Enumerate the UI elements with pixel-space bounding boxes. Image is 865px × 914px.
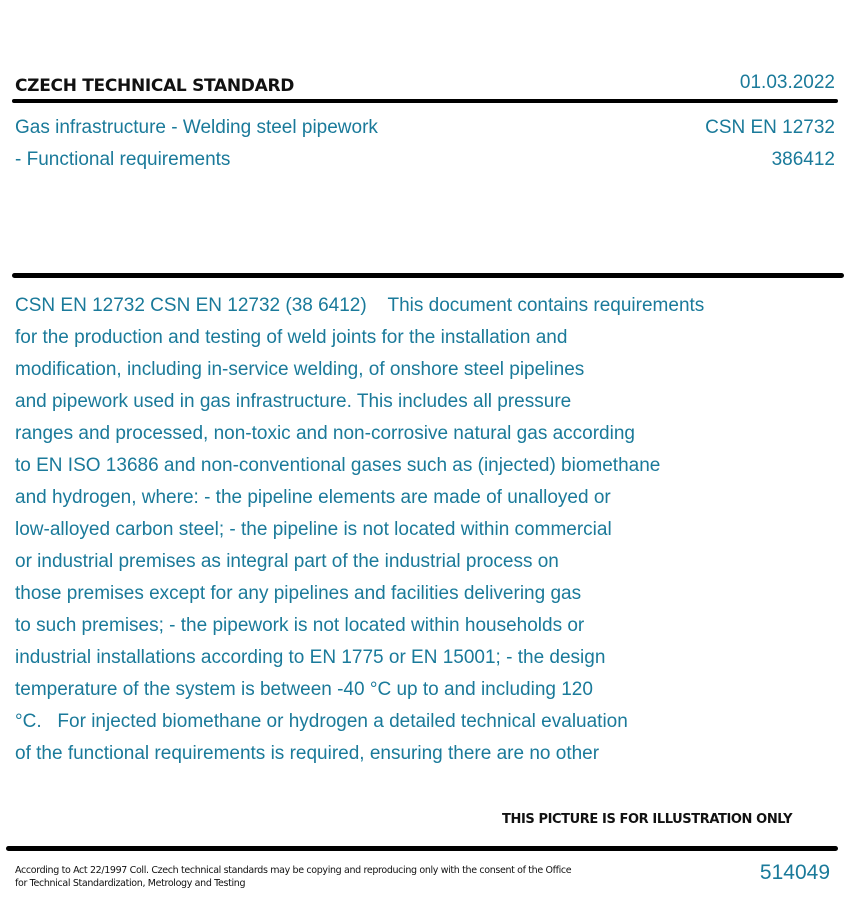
standard-code: CSN EN 12732 <box>705 117 835 138</box>
publication-date: 01.03.2022 <box>739 72 835 93</box>
classification-number: 386412 <box>771 149 835 170</box>
abstract-line: industrial installations according to EN 1775 or EN 15001; - the design <box>15 647 606 668</box>
abstract-line: and pipework used in gas infrastructure. This includes all pressure <box>15 391 572 412</box>
document-title-line-2: - Functional requirements <box>15 149 231 170</box>
header-divider <box>12 99 838 103</box>
abstract-line: for the production and testing of weld joints for the installation and <box>15 327 568 348</box>
document-category: CZECH TECHNICAL STANDARD <box>15 76 295 96</box>
abstract-line: ranges and processed, non-toxic and non-corrosive natural gas according <box>15 423 635 444</box>
abstract-line: to such premises; - the pipework is not located within households or <box>15 615 585 636</box>
abstract-line: those premises except for any pipelines and facilities delivering gas <box>15 583 582 604</box>
abstract-line: low-alloyed carbon steel; - the pipeline is not located within commercial <box>15 519 612 540</box>
legal-notice-line-2: for Technical Standardization, Metrology and Testing <box>15 878 246 889</box>
document-abstract <box>15 290 835 770</box>
title-divider <box>12 273 844 278</box>
abstract-line: temperature of the system is between -40 °C up to and including 120 <box>15 679 593 700</box>
legal-notice <box>15 864 571 890</box>
abstract-line: of the functional requirements is required, ensuring there are no other <box>15 743 600 764</box>
legal-notice-line-1: According to Act 22/1997 Coll. Czech technical standards may be copying and reproducing only with the consent of the Office <box>15 865 572 876</box>
document-number: 514049 <box>759 861 830 884</box>
abstract-line: CSN EN 12732 CSN EN 12732 (38 6412) This document contains requirements <box>15 295 705 316</box>
abstract-line: or industrial premises as integral part of the industrial process on <box>15 551 559 572</box>
illustration-notice: THIS PICTURE IS FOR ILLUSTRATION ONLY <box>502 812 793 827</box>
document-title-line-1: Gas infrastructure - Welding steel pipework <box>15 117 378 138</box>
abstract-line: to EN ISO 13686 and non-conventional gases such as (injected) biomethane <box>15 455 661 476</box>
footer-divider <box>6 846 838 851</box>
abstract-line: modification, including in-service welding, of onshore steel pipelines <box>15 359 585 380</box>
abstract-line: and hydrogen, where: - the pipeline elements are made of unalloyed or <box>15 487 611 508</box>
abstract-line: °C. For injected biomethane or hydrogen a detailed technical evaluation <box>15 711 628 732</box>
